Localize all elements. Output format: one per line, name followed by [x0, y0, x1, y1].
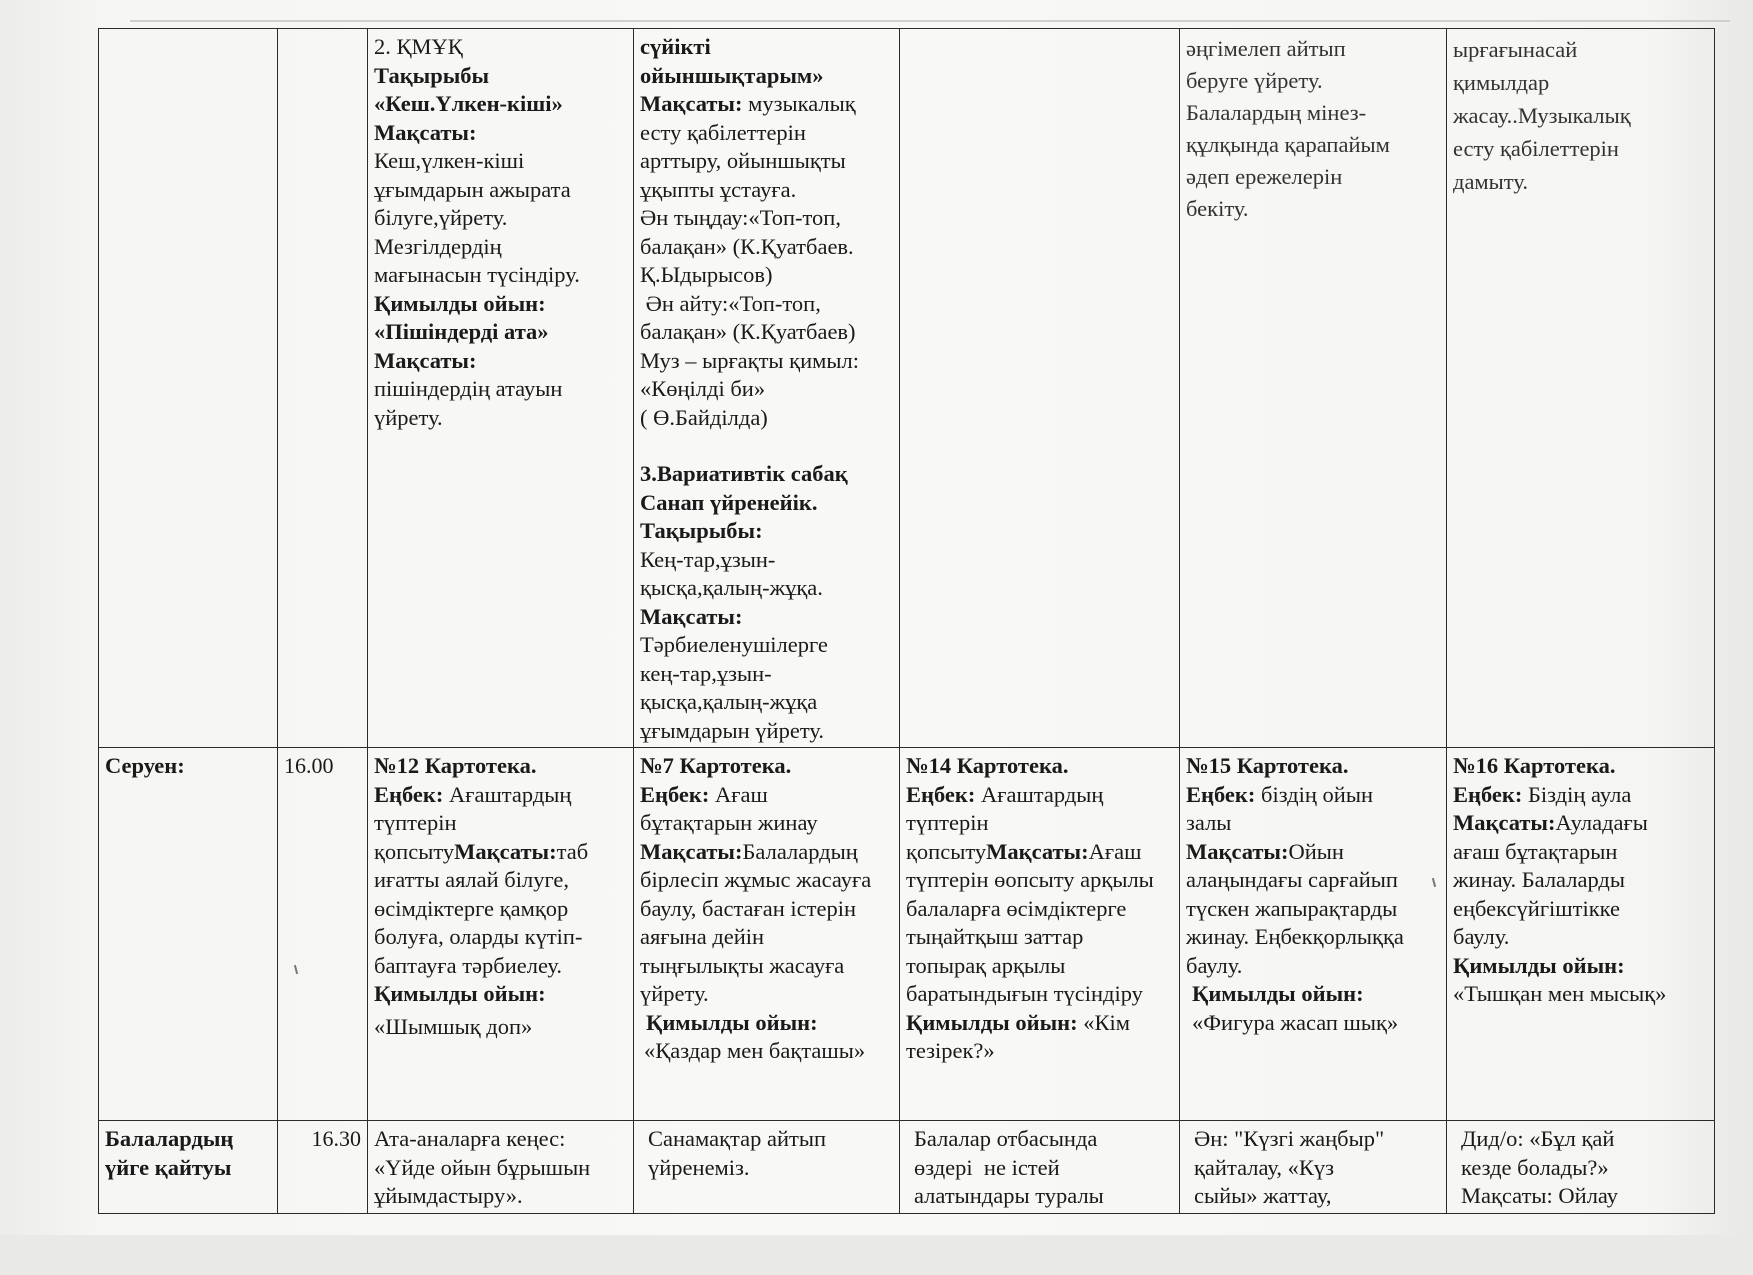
monday-cell [368, 29, 634, 748]
game-label: Қимылды ойын: [374, 290, 546, 316]
work-label: Еңбек: [1453, 781, 1523, 807]
wednesday-cell [900, 748, 1180, 1121]
thursday-cell [1180, 29, 1447, 748]
goal-line: ұғымдарын ажырата [374, 176, 571, 202]
work-text: Ағаш [715, 781, 768, 807]
text-line: Балалардың мінез- [1186, 100, 1367, 125]
music-line: Муз – ырғақты қимыл: [640, 347, 859, 373]
work-text: залы [1186, 810, 1232, 835]
goal-line: есту қабілеттерін [640, 119, 806, 145]
goal-line: тыңғылықты жасауға [640, 952, 845, 978]
goal-line: Тәрбиеленушілерге [640, 632, 828, 657]
tuesday-cell [634, 748, 900, 1121]
goal-label: Мақсаты: [374, 347, 477, 373]
music-line: «Көңілді би» [640, 376, 766, 401]
time-value: 16.30 [311, 1126, 361, 1151]
topic-line: қысқа,қалың-жұқа. [640, 575, 823, 600]
goal-text: музыкалық [748, 91, 856, 116]
game-name: тезірек?» [906, 1038, 995, 1063]
text-line: алатындары туралы [914, 1183, 1104, 1208]
work-text: Біздің аула [1528, 781, 1632, 807]
text-line: Дид/о: «Бұл қай [1461, 1126, 1615, 1151]
goal-line: түскен жапырақтарды [1186, 895, 1398, 921]
text-line: «Үйде ойын бұрышын [374, 1154, 591, 1180]
topic-label: Тақырыбы: [640, 518, 763, 543]
goal-line: баптауға тәрбиелеу. [374, 952, 563, 978]
text-line: жасау..Музыкалық [1453, 103, 1631, 128]
game-name: «Кім [1083, 1009, 1130, 1035]
table-row [99, 29, 1715, 748]
goal-line: алаңындағы сарғайып [1186, 867, 1398, 892]
goal-line: арттыру, ойыншықты [640, 148, 846, 173]
game-name: «Шымшық доп» [374, 1013, 533, 1039]
goal-label: Мақсаты: [1186, 838, 1289, 864]
goal-line: Мезгілдердің [374, 233, 502, 259]
text-line: беруге үйрету. [1186, 68, 1323, 93]
monday-cell [368, 1121, 634, 1214]
goal-label: Мақсаты: [640, 838, 743, 864]
goal-line: балаларға өсімдіктерге [906, 895, 1127, 921]
goal-label: Мақсаты: [1453, 810, 1556, 835]
text-line: Мақсаты: Ойлау [1461, 1183, 1619, 1208]
row-label-cell [99, 748, 278, 1121]
goal-line: баулу. [1453, 924, 1510, 949]
text-line: құлқында қарапайым [1186, 132, 1390, 157]
text-line: бекіту. [1186, 196, 1249, 221]
music-line: балақан» (К.Қуатбаев) [640, 319, 856, 344]
goal-line: баулу, бастаған істерін [640, 895, 857, 921]
daily-plan-table [98, 28, 1715, 1214]
text-line: ырғағынасай [1453, 37, 1578, 62]
game-label: Қимылды ойын: [646, 1009, 818, 1035]
time-cell [278, 748, 368, 1121]
work-label: Еңбек: [1186, 781, 1256, 807]
row-label-cell [99, 1121, 278, 1214]
work-label: Еңбек: [640, 781, 710, 807]
goal-line: болуға, оларды күтіп- [374, 924, 583, 949]
goal-text: таб [556, 838, 589, 864]
time-cell [278, 1121, 368, 1214]
wednesday-cell [900, 1121, 1180, 1214]
game-label: Қимылды ойын: [1192, 981, 1364, 1006]
tuesday-cell [634, 1121, 900, 1214]
friday-cell [1447, 1121, 1715, 1214]
goal-line: еңбексүйгіштікке [1453, 895, 1620, 921]
work-label: Еңбек: [906, 781, 976, 807]
game-name: «Тышқан мен мысық» [1453, 981, 1667, 1006]
work-text: бұтақтарын жинау [640, 810, 818, 835]
goal-text: Ойын [1288, 838, 1344, 864]
friday-cell [1447, 748, 1715, 1121]
topic-line: Кең-тар,ұзын- [640, 546, 776, 572]
variative-line: 3.Вариативтік сабақ [640, 461, 848, 486]
work-text: қопсыту [374, 838, 455, 864]
card-title: №12 Картотека. [374, 753, 537, 778]
card-title: №16 Картотека. [1453, 753, 1616, 778]
scan-edge-line [130, 20, 1730, 22]
music-line: Ән айту:«Топ-топ, [640, 290, 821, 316]
text-line: қайталау, «Күз [1194, 1154, 1334, 1180]
variative-line: Санап үйренейік. [640, 489, 818, 515]
thursday-cell [1180, 748, 1447, 1121]
topic-title: «Кеш.Үлкен-кіші» [374, 91, 563, 116]
text-line: дамыту. [1453, 169, 1528, 194]
goal-line: кең-тар,ұзын- [640, 660, 772, 686]
goal-line: ағаш бұтақтарын [1453, 838, 1618, 864]
goal-line: тыңайтқыш заттар [906, 924, 1084, 949]
text-line: қимылдар [1453, 70, 1550, 95]
row-label: үйге қайтуы [105, 1154, 232, 1180]
row-label: Серуен: [105, 753, 185, 778]
music-line: балақан» (К.Қуатбаев. [640, 233, 854, 259]
row-label-cell [99, 29, 278, 748]
work-label: Еңбек: [374, 781, 444, 807]
goal-line: иғатты аялай білуге, [374, 867, 570, 892]
goal-label: Мақсаты: [640, 91, 743, 116]
goal-line: қысқа,қалың-жұқа [640, 689, 818, 714]
music-line: ( Ө.Байділда) [640, 404, 768, 430]
text-line: әңгімелеп айтып [1186, 36, 1346, 61]
goal-text: Ауладағы [1555, 810, 1648, 835]
friday-cell [1447, 29, 1715, 748]
goal-text: Балалардың [742, 838, 858, 864]
lesson-number: 2. ҚМҰҚ [374, 34, 463, 59]
goal-line: үйрету. [640, 981, 709, 1006]
goal-line: жинау. Балаларды [1453, 867, 1625, 892]
game-name: «Қаздар мен бақташы» [644, 1038, 866, 1063]
text-line: өздері не істей [914, 1154, 1060, 1180]
goal-label: Мақсаты: [640, 603, 743, 629]
goal-label: Мақсаты: [374, 119, 477, 145]
text-line: Санамақтар айтып [648, 1126, 827, 1151]
tuesday-cell [634, 29, 900, 748]
work-text: біздің ойын [1261, 781, 1373, 807]
goal-text: Ағаш [1088, 838, 1142, 864]
work-text: түптерін [906, 810, 989, 835]
text-line: әдеп ережелерін [1186, 164, 1343, 189]
goal-line: ұқыпты ұстауға. [640, 176, 797, 202]
goal-line: түптерін өопсыту арқылы [906, 867, 1154, 892]
goal-label: Мақсаты: [986, 838, 1089, 864]
scan-bottom-margin [0, 1235, 1753, 1275]
lesson-title-line: ойыншықтарым» [640, 62, 824, 88]
game-label: Қимылды ойын: [906, 1009, 1078, 1035]
topic-label: Тақырыбы [374, 62, 490, 88]
text-line: Балалар отбасында [914, 1126, 1098, 1151]
goal-line: ұғымдарын үйрету. [640, 717, 824, 743]
text-line: кезде болады?» [1461, 1154, 1609, 1180]
work-text: түптерін [374, 810, 457, 835]
thursday-cell [1180, 1121, 1447, 1214]
wednesday-cell [900, 29, 1180, 748]
music-line: Қ.Ыдырысов) [640, 262, 773, 287]
work-text: Ағаштардың [449, 781, 572, 807]
goal-line: баратындығын түсіндіру [906, 981, 1143, 1006]
table-row [99, 1121, 1715, 1214]
goal-line: үйрету. [374, 404, 443, 430]
goal-line: білуге,үйрету. [374, 205, 508, 230]
game-label: Қимылды ойын: [374, 981, 546, 1006]
game-name: «Фигура жасап шық» [1192, 1009, 1399, 1035]
work-text: Ағаштардың [981, 781, 1104, 807]
time-value: 16.00 [284, 753, 334, 778]
work-text: қопсыту [906, 838, 987, 864]
goal-line: аяғына дейін [640, 924, 765, 949]
text-line: есту қабілеттерін [1453, 136, 1619, 161]
text-line: сыйы» жаттау, [1194, 1183, 1332, 1208]
lesson-title-line: сүйікті [640, 34, 711, 59]
game-label: Қимылды ойын: [1453, 952, 1625, 978]
monday-cell [368, 748, 634, 1121]
goal-line: топырақ арқылы [906, 952, 1066, 978]
card-title: №7 Картотека. [640, 753, 792, 778]
goal-line: бірлесіп жұмыс жасауға [640, 867, 872, 892]
row-label: Балалардың [105, 1126, 234, 1151]
goal-line: Кеш,үлкен-кіші [374, 148, 525, 173]
goal-line: пішіндердің атауын [374, 376, 563, 401]
table-row [99, 748, 1715, 1121]
time-cell [278, 29, 368, 748]
text-line: ұйымдастыру». [374, 1183, 523, 1208]
text-line: үйренеміз. [648, 1154, 750, 1180]
goal-line: баулу. [1186, 952, 1243, 978]
game-name: «Пішіндерді ата» [374, 319, 549, 344]
card-title: №15 Картотека. [1186, 753, 1349, 778]
music-line: Ән тыңдау:«Топ-топ, [640, 205, 841, 230]
goal-line: жинау. Еңбекқорлыққа [1186, 924, 1404, 949]
goal-line: өсімдіктерге қамқор [374, 895, 569, 921]
text-line: Ата-аналарға кеңес: [374, 1126, 566, 1151]
goal-line: мағынасын түсіндіру. [374, 262, 580, 287]
text-line: Ән: "Күзгі жаңбыр" [1194, 1126, 1385, 1151]
card-title: №14 Картотека. [906, 753, 1069, 778]
goal-label: Мақсаты: [454, 838, 557, 864]
